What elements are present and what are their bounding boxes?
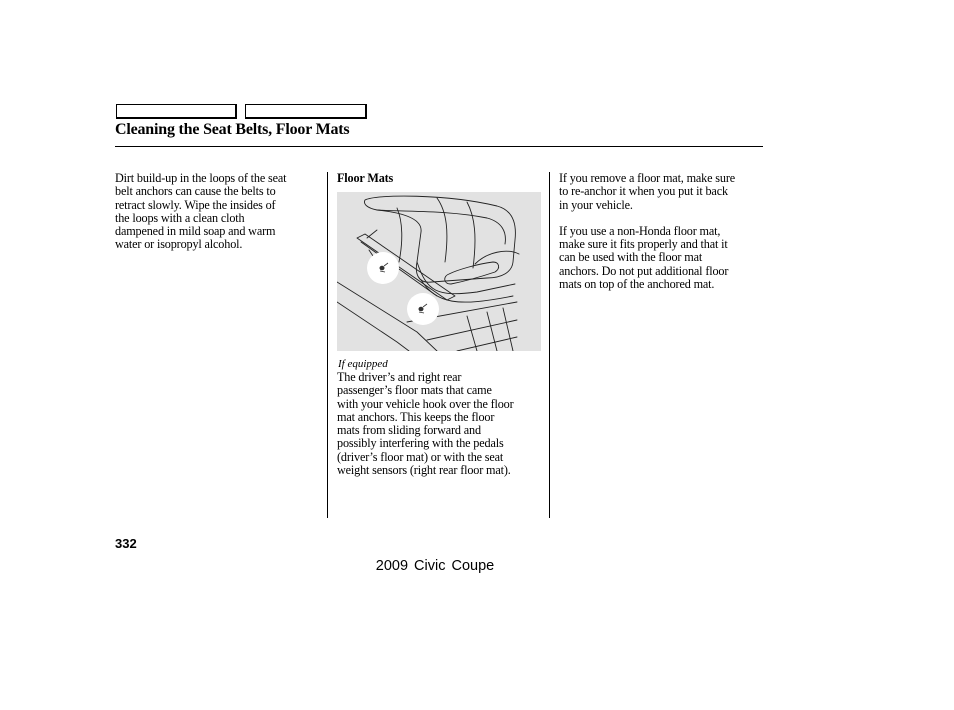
text-line: retract slowly. Wipe the insides of [115, 197, 276, 212]
text-line: passenger’s floor mats that came [337, 383, 492, 398]
seat-floor-illustration-svg [337, 192, 541, 351]
text-line: can be used with the floor mat [559, 250, 703, 265]
title-rule [115, 146, 763, 147]
middle-column [337, 172, 547, 185]
text-line: dampened in mild soap and warm [115, 224, 276, 239]
anchor-hook-icon [419, 307, 424, 312]
left-column [115, 172, 320, 252]
text-line: Dirt build-up in the loops of the seat [115, 171, 287, 185]
text-line: The driver’s and right rear [337, 370, 462, 384]
text-line: mats from sliding forward and [337, 423, 481, 438]
text-line: the loops with a clean cloth [115, 210, 245, 225]
section-heading: Floor Mats [337, 171, 394, 185]
text-line: to re-anchor it when you put it back [559, 184, 728, 199]
text-line: belt anchors can cause the belts to [115, 184, 276, 199]
right-column [559, 172, 764, 291]
figure-caption: If equipped [338, 358, 388, 370]
text-line: (driver’s floor mat) or with the seat [337, 449, 504, 464]
text-line: make sure it fits properly and that it [559, 237, 728, 252]
header-tab-box-1 [116, 104, 237, 119]
anchor-hook-icon [380, 266, 385, 271]
text-line: with your vehicle hook over the floor [337, 396, 514, 411]
floor-mats-body [337, 371, 514, 477]
text-line: in your vehicle. [559, 197, 633, 212]
footer-model-name: 2009 Civic Coupe [375, 558, 495, 574]
text-line: anchors. Do not put additional floor [559, 263, 729, 278]
text-line: If you remove a floor mat, make sure [559, 171, 735, 185]
page-number: 332 [115, 536, 137, 551]
column-divider-1 [327, 172, 328, 518]
text-line: possibly interfering with the pedals [337, 436, 504, 451]
text-line: weight sensors (right rear floor mat). [337, 463, 511, 478]
header-tab-box-2 [245, 104, 367, 119]
text-line: mat anchors. This keeps the floor [337, 409, 495, 424]
page-title: Cleaning the Seat Belts, Floor Mats [115, 121, 350, 138]
text-line: water or isopropyl alcohol. [115, 237, 243, 252]
floor-mat-anchor-illustration [337, 192, 541, 351]
text-line: If you use a non-Honda floor mat, [559, 223, 721, 238]
paragraph-gap [559, 212, 764, 225]
text-line: mats on top of the anchored mat. [559, 277, 715, 292]
column-divider-2 [549, 172, 550, 518]
